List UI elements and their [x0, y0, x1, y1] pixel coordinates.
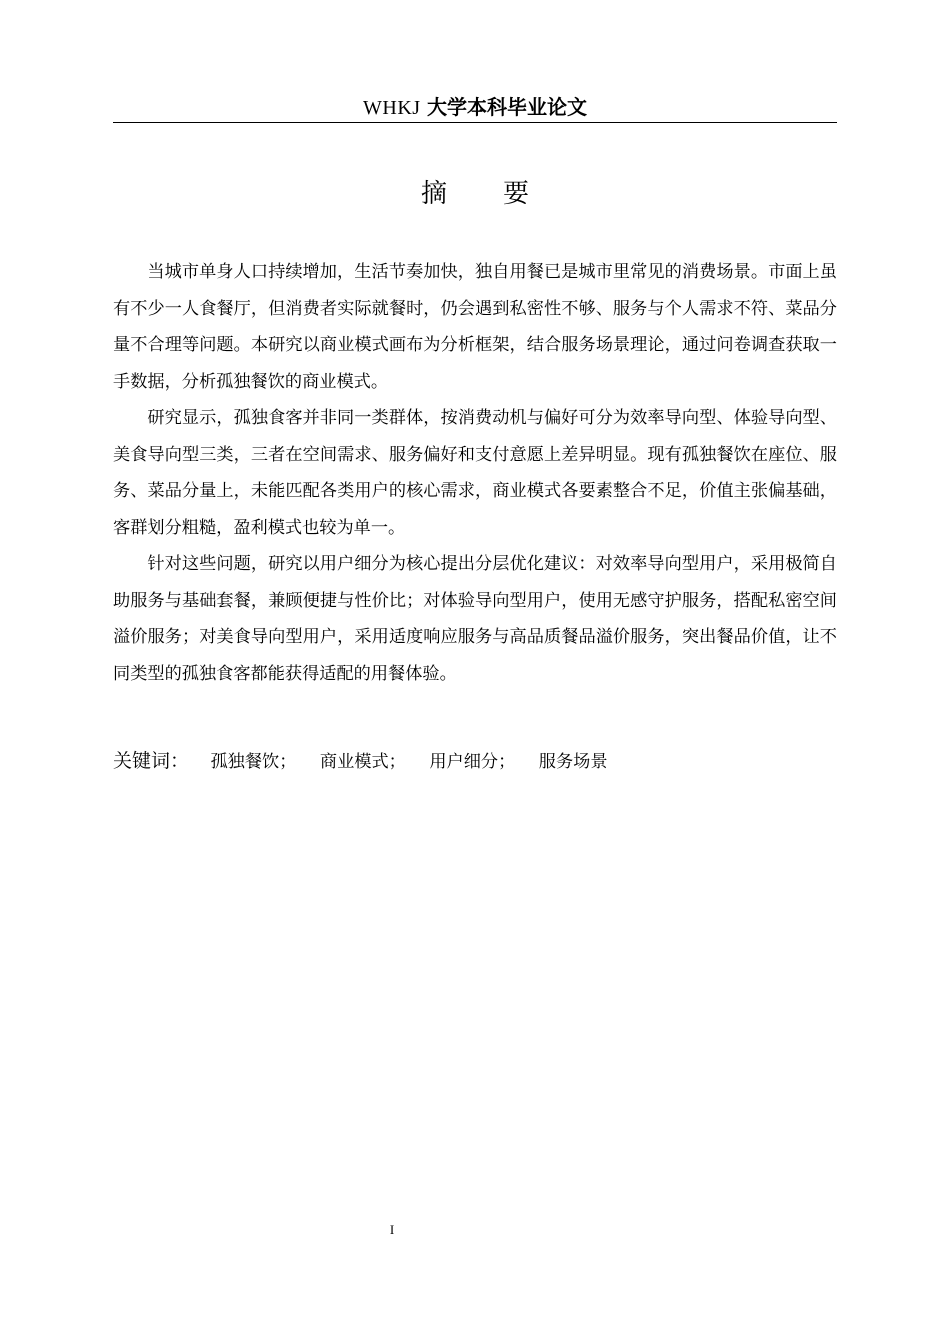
abstract-paragraph-2: 研究显示，孤独食客并非同一类群体，按消费动机与偏好可分为效率导向型、体验导向型、美食导向型三类，三者在空间需求、服务偏好和支付意愿上差异明显。现有孤独餐饮在座位、服务、菜品分量上，未能匹配各类用户的核心需求，商业模式各要素整合不足，价值主张偏基础，客群划分粗糙，盈利模式也较为单一。: [113, 408, 837, 538]
abstract-paragraph-3: 针对这些问题，研究以用户细分为核心提出分层优化建议：对效率导向型用户，采用极简自助服务与基础套餐，兼顾便捷与性价比；对体验导向型用户，使用无感守护服务，搭配私密空间溢价服务；对美食导向型用户，采用适度响应服务与高品质餐品溢价服务，突出餐品价值，让不同类型的孤独食客都能获得适配的用餐体验。: [113, 554, 837, 684]
header-school-code: WHKJ: [363, 97, 421, 119]
header-rule: [113, 122, 837, 123]
keyword-item: 商业模式；: [319, 752, 406, 772]
keywords-line: [113, 746, 837, 777]
abstract-paragraph-1: 当城市单身人口持续增加，生活节奏加快，独自用餐已是城市里常见的消费场景。市面上虽有不少一人食餐厅，但消费者实际就餐时，仍会遇到私密性不够、服务与个人需求不符、菜品分量不合理等问题。本研究以商业模式画布为分析框架，结合服务场景理论，通过问卷调查获取一手数据，分析孤独餐饮的商业模式。: [113, 262, 837, 392]
header-thesis-type: 大学本科毕业论文: [426, 95, 587, 119]
keywords-label: 关键词：: [113, 750, 190, 772]
page-header: [113, 94, 837, 121]
keyword-item: 服务场景: [538, 752, 608, 772]
page-number: I: [389, 1222, 395, 1237]
keyword-item: 孤独餐饮；: [210, 752, 297, 772]
abstract-body: [113, 254, 837, 692]
abstract-title: 摘要: [420, 179, 585, 209]
keyword-item: 用户细分；: [429, 752, 516, 772]
